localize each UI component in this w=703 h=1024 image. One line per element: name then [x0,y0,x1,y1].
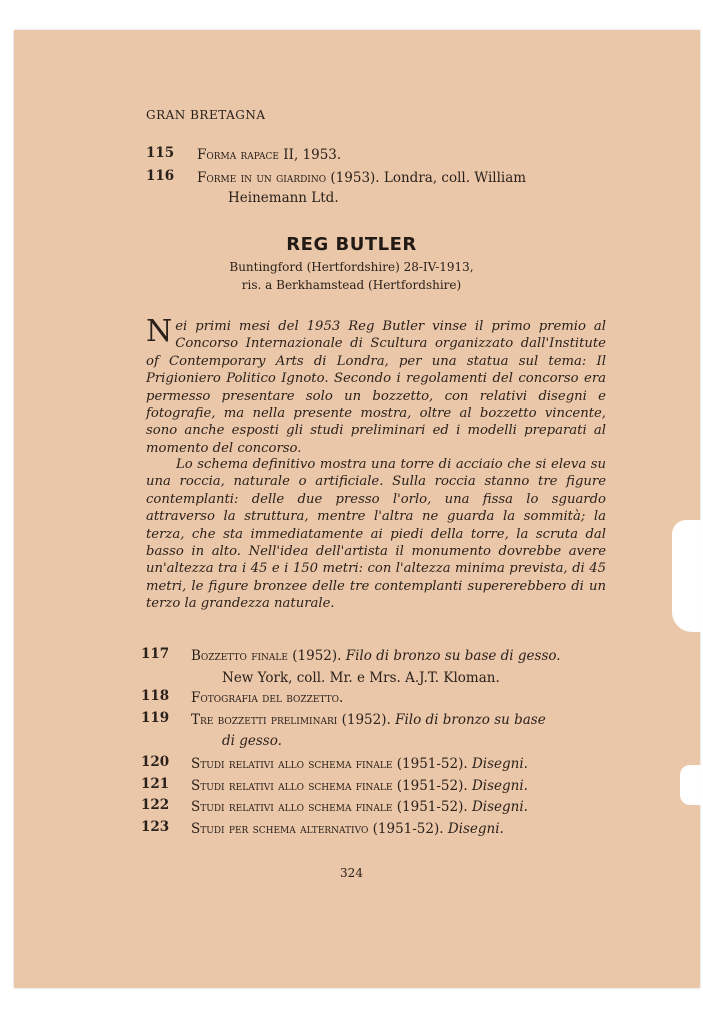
entry-121 [191,776,528,796]
entry-115 [197,145,341,165]
entry-123 [191,819,504,839]
entry-date: (1952). [337,712,396,728]
entry-119 [191,710,546,730]
page-number: 324 [340,866,363,880]
entry-number-117: 117 [141,646,170,662]
entry-number-120: 120 [141,754,170,770]
entry-title: Fotografia del bozzetto. [191,690,344,706]
entry-number-116: 116 [146,168,175,184]
entry-116-continuation: Heinemann Ltd. [228,190,339,206]
entry-date: (1951-52). [392,778,472,794]
entry-date: (1951-52). [392,799,472,815]
entry-120 [191,754,528,774]
paragraph-1-text: ei primi mesi del 1953 Reg Butler vinse il primo premio al Concorso Internazionale di Scultura organizzato dall'Institute of Contemporary Arts di Londra, per una statua sul tema: Il Prigioniero Politico Ignoto. Secondo i regolamenti del concorso era permesso presentare solo un bozzetto, con relativi disegni e fotografie, ma nella presente mostra, oltre al bozzetto vincente, sono anche esposti gli studi preliminari ed i modelli preparati al momento del concorso. [146,319,606,456]
entry-title: Bozzetto finale [191,648,288,664]
entry-details: (1953). Londra, coll. William [326,170,527,186]
drop-cap: N [146,314,173,349]
entry-title: Studi relativi allo schema finale [191,756,393,772]
intro-paragraph [146,314,606,457]
paragraph-2-text: Lo schema definitivo mostra una torre di acciaio che si eleva su una roccia, naturale o artificiale. Sulla roccia stanno tre figure contemplanti: delle due presso l'orlo, una fissa lo sguardo attraverso la struttura, mentre l'altra ne guarda la sommità; la terza, che sta immediatamente ai piedi della torre, la scruta dal basso in alto. Nell'idea dell'artista il monumento dovrebbe avere un'altezza tra i 45 e i 150 metri: con l'altezza minima prevista, di 45 metri, le figure bronzee delle tre contemplanti supererebbero di un terzo la grandezza naturale. [146,457,606,612]
entry-number-122: 122 [141,797,170,813]
entry-117-continuation: New York, coll. Mr. e Mrs. A.J.T. Kloman. [222,670,500,686]
entry-medium: Disegni. [447,821,504,837]
entry-medium: Filo di bronzo su base di gesso. [345,648,561,664]
page-tear-small [680,765,702,805]
artist-birth-line1: Buntingford (Hertfordshire) 28-IV-1913, [229,260,474,274]
entry-title: Forme in un giardino [197,170,327,186]
entry-date: (1951-52). [392,756,472,772]
entry-119-continuation: di gesso. [222,733,282,749]
description-paragraph [146,456,606,613]
entry-116 [197,168,526,188]
entry-title: Forma rapace [197,147,279,163]
entry-medium: Disegni. [471,756,528,772]
entry-118 [191,688,343,708]
entry-medium: Disegni. [471,778,528,794]
entry-122 [191,797,528,817]
entry-number-121: 121 [141,776,170,792]
entry-number-119: 119 [141,710,170,726]
entry-title: Tre bozzetti preliminari [191,712,338,728]
entry-title: Studi relativi allo schema finale [191,799,393,815]
entry-number-123: 123 [141,819,170,835]
entry-date: (1952). [287,648,346,664]
entry-title: Studi per schema alternativo [191,821,369,837]
entry-medium: Disegni. [471,799,528,815]
page-tear [672,520,702,632]
entry-medium: Filo di bronzo su base [395,712,546,728]
entry-number-118: 118 [141,688,170,704]
entry-date: (1951-52). [368,821,448,837]
entry-number-115: 115 [146,145,175,161]
section-header: GRAN BRETAGNA [146,108,266,122]
artist-birth-line2: ris. a Berkhamstead (Hertfordshire) [241,278,462,292]
entry-title: Studi relativi allo schema finale [191,778,393,794]
artist-name: REG BUTLER [286,234,417,255]
entry-117 [191,646,561,666]
entry-details: II, 1953. [279,147,342,163]
